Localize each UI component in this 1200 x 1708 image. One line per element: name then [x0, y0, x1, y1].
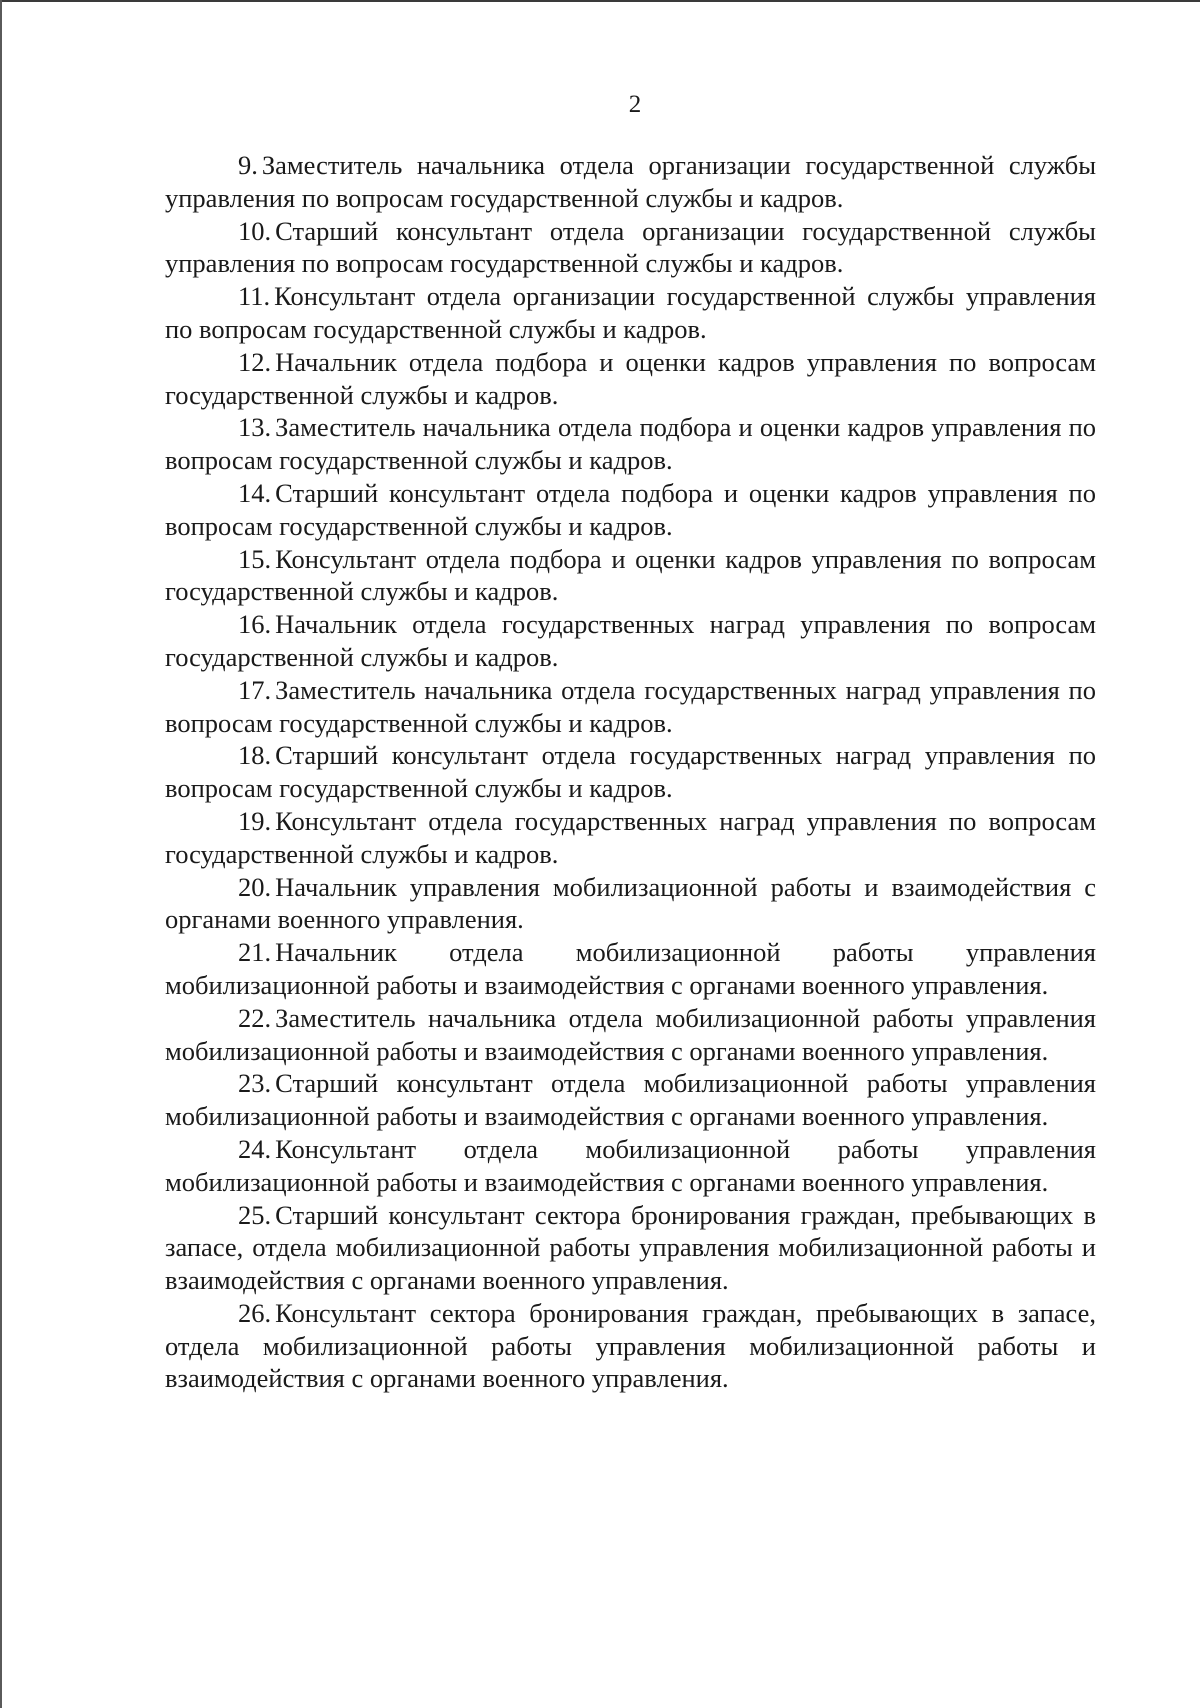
list-item	[165, 411, 1096, 477]
list-item-number: 18.	[238, 740, 272, 771]
list-item-text: Консультант отдела подбора и оценки кадров управления по вопросам государственной службы и кадров.	[165, 543, 1096, 607]
list-item-text: Начальник отдела государственных наград управления по вопросам государственной службы и кадров.	[165, 609, 1096, 672]
list-item-number: 10.	[238, 215, 272, 246]
list-item-number: 26.	[238, 1297, 272, 1328]
list-item	[165, 543, 1096, 609]
list-item-text: Старший консультант отдела организации государственной службы управления по вопросам государственной службы и кадров.	[165, 215, 1096, 279]
list-item	[165, 871, 1096, 937]
list-item-number: 11.	[238, 281, 271, 312]
list-item-text: Заместитель начальника отдела мобилизационной работы управления мобилизационной работы и взаимодействия с органами военного управления.	[165, 1002, 1096, 1066]
list-item-number: 16.	[238, 609, 272, 640]
list-item-number: 13.	[238, 412, 272, 443]
list-item-text: Старший консультант отдела подбора и оценки кадров управления по вопросам государственной службы и кадров.	[165, 477, 1096, 541]
list-item-text: Консультант отдела мобилизационной работы управления мобилизационной работы и взаимодействия с органами военного управления.	[165, 1133, 1096, 1197]
list-item-number: 12.	[238, 346, 272, 377]
list-item-number: 20.	[238, 871, 272, 902]
list-item	[165, 1067, 1096, 1133]
list-item-number: 14.	[238, 477, 272, 508]
list-item	[165, 1133, 1096, 1199]
list-item-number: 22.	[238, 1002, 272, 1033]
list-item-text: Начальник отдела мобилизационной работы управления мобилизационной работы и взаимодействия с органами военного управления.	[165, 937, 1096, 1000]
list-item-text: Заместитель начальника отдела подбора и оценки кадров управления по вопросам государственной службы и кадров.	[165, 412, 1096, 476]
list-item	[165, 805, 1096, 871]
list-item	[165, 346, 1096, 412]
document-body	[165, 149, 1096, 1395]
list-item-text: Консультант сектора бронирования граждан, пребывающих в запасе, отдела мобилизационной работы управления мобилизационной работы и взаимодействия с органами военного управления.	[165, 1297, 1096, 1394]
list-item-number: 25.	[238, 1199, 272, 1230]
scan-edge-top	[0, 0, 1200, 2]
list-item	[165, 280, 1096, 346]
list-item-text: Старший консультант сектора бронирования граждан, пребывающих в запасе, отдела мобилизационной работы управления мобилизационной работы и взаимодействия с органами военного управления.	[165, 1199, 1096, 1296]
list-item	[165, 936, 1096, 1002]
list-item-text: Старший консультант отдела государственных наград управления по вопросам государственной службы и кадров.	[165, 740, 1096, 804]
list-item	[165, 1002, 1096, 1068]
list-item-text: Заместитель начальника отдела организации государственной службы управления по вопросам государственной службы и кадров.	[165, 150, 1096, 213]
list-item	[165, 149, 1096, 215]
list-item-text: Начальник отдела подбора и оценки кадров управления по вопросам государственной службы и кадров.	[165, 346, 1096, 410]
list-item-text: Заместитель начальника отдела государственных наград управления по вопросам государственной службы и кадров.	[165, 674, 1096, 738]
list-item-text: Старший консультант отдела мобилизационной работы управления мобилизационной работы и взаимодействия с органами военного управления.	[165, 1068, 1096, 1132]
list-item	[165, 739, 1096, 805]
list-item-number: 23.	[238, 1068, 272, 1099]
page-number: 2	[628, 91, 642, 118]
list-item-text: Консультант отдела государственных наград управления по вопросам государственной службы и кадров.	[165, 805, 1096, 869]
list-item-number: 17.	[238, 674, 272, 705]
list-item-number: 24.	[238, 1133, 272, 1164]
list-item	[165, 608, 1096, 674]
list-item-text: Консультант отдела организации государственной службы управления по вопросам государственной службы и кадров.	[165, 281, 1096, 344]
list-item	[165, 674, 1096, 740]
list-item-text: Начальник управления мобилизационной работы и взаимодействия с органами военного управления.	[165, 871, 1096, 935]
list-item	[165, 215, 1096, 281]
list-item	[165, 1297, 1096, 1395]
list-item-number: 9.	[238, 150, 258, 180]
list-item-number: 15.	[238, 543, 272, 574]
list-item	[165, 1199, 1096, 1297]
list-item-number: 19.	[238, 805, 272, 836]
list-item-number: 21.	[238, 937, 272, 968]
scan-edge-left	[0, 0, 2, 1708]
list-item	[165, 477, 1096, 543]
